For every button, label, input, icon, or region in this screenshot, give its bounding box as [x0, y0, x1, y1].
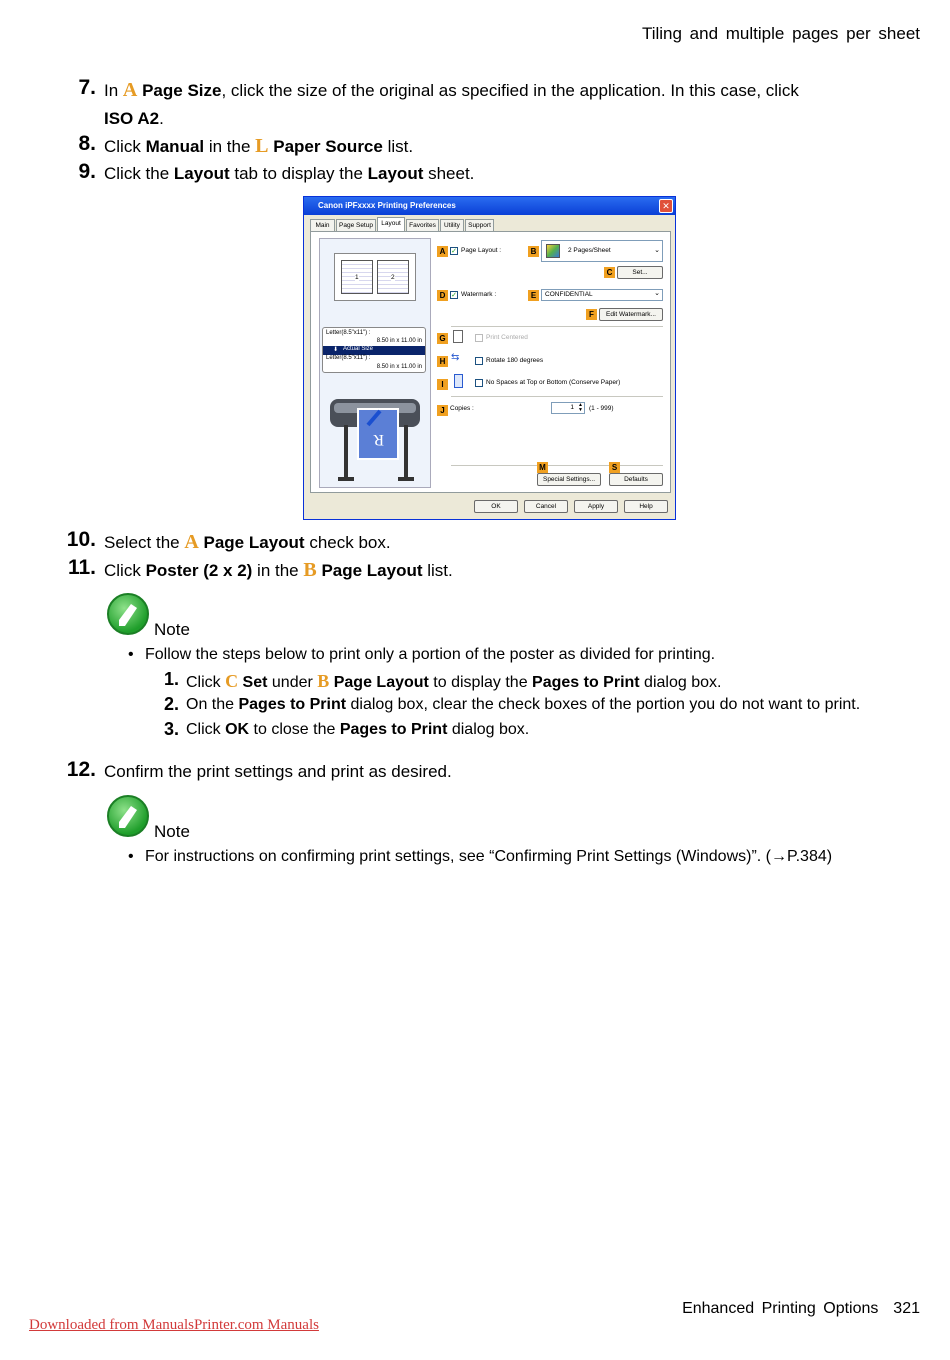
spinner-icon[interactable]: ▲ ▼: [578, 402, 583, 413]
step-number: 11.: [67, 556, 96, 579]
callout-label-d: D: [437, 290, 448, 301]
ok-button[interactable]: OK: [474, 500, 518, 513]
running-header: Tiling and multiple pages per sheet: [641, 24, 920, 43]
page-layout-value: 2 Pages/Sheet: [568, 247, 611, 254]
no-spaces-checkbox[interactable]: [475, 379, 483, 387]
preview-page-number: 2: [391, 274, 395, 281]
download-watermark-link[interactable]: Downloaded from ManualsPrinter.com Manuals: [29, 1317, 319, 1333]
callout-letter: L: [255, 135, 269, 157]
chevron-down-icon: ⌄: [654, 290, 660, 297]
rotate-label: Rotate 180 degrees: [486, 357, 544, 364]
page-layout-label: Page Layout :: [461, 247, 502, 254]
help-button[interactable]: Help: [624, 500, 668, 513]
step-text: Select the A Page Layout check box.: [104, 531, 391, 553]
callout-label-i: I: [437, 379, 448, 390]
step-text: Click Poster (2 x 2) in the B Page Layout list.: [104, 559, 453, 581]
watermark-dropdown[interactable]: [541, 289, 663, 301]
special-settings-button[interactable]: Special Settings...: [537, 473, 601, 486]
callout-label-g: G: [437, 333, 448, 344]
callout-label-b: B: [528, 246, 539, 257]
close-icon[interactable]: ✕: [659, 199, 673, 213]
paper-size-value: 8.50 in x 11.00 in: [376, 364, 422, 370]
svg-text:R: R: [373, 431, 384, 448]
copies-range: (1 - 999): [589, 405, 614, 412]
step-text: Confirm the print settings and print as desired.: [104, 762, 452, 781]
watermark-value: CONFIDENTIAL: [545, 291, 593, 298]
layout-panel: [310, 231, 671, 493]
step-number: 10.: [66, 528, 96, 551]
step-text: In A Page Size, click the size of the original as specified in the application. In this case, click ISO A2.: [104, 79, 799, 128]
callout-label-m: M: [537, 462, 548, 473]
chevron-down-icon: ⌄: [654, 247, 660, 254]
footer-section: Enhanced Printing Options: [682, 1300, 879, 1317]
note-label: Note: [154, 620, 190, 639]
watermark-label: Watermark :: [461, 291, 497, 298]
copies-value: 1: [570, 404, 574, 411]
preview-page-number: 1: [355, 274, 359, 281]
callout-label-c: C: [604, 267, 615, 278]
dialog-title-bar: [304, 197, 675, 215]
callout-letter: B: [303, 559, 317, 581]
step-text: Click the Layout tab to display the Layout sheet.: [104, 164, 475, 183]
callout-letter: B: [317, 671, 330, 691]
conserve-paper-icon: [454, 374, 463, 388]
page-layout-dropdown[interactable]: [541, 240, 663, 262]
actual-size-label: Actual Size: [343, 346, 374, 352]
no-spaces-label: No Spaces at Top or Bottom (Conserve Paper): [486, 379, 621, 386]
step-number: 8.: [78, 132, 96, 155]
page-number: 321: [893, 1300, 920, 1317]
note-label: Note: [154, 822, 190, 841]
printing-preferences-dialog: [303, 196, 676, 520]
callout-label-j: J: [437, 405, 448, 416]
tab-page-setup[interactable]: Page Setup: [336, 219, 376, 231]
print-centered-checkbox[interactable]: [475, 334, 483, 342]
page-footer: [682, 1300, 920, 1318]
divider: [451, 465, 663, 466]
defaults-button[interactable]: Defaults: [609, 473, 663, 486]
preview-area: [319, 238, 431, 488]
divider: [451, 326, 663, 327]
callout-label-s: S: [609, 462, 620, 473]
step-number: 7.: [78, 76, 96, 99]
cross-reference-link[interactable]: For instructions on confirming print settings, see “Confirming Print Settings (Windows)”. (→P.384): [145, 848, 833, 865]
tab-main[interactable]: Main: [310, 219, 335, 231]
paper-info-box: [322, 327, 426, 373]
callout-label-f: F: [586, 309, 597, 320]
print-centered-label: Print Centered: [486, 334, 528, 341]
watermark-checkbox[interactable]: ✓: [451, 292, 457, 299]
dialog-title: Canon iPFxxxx Printing Preferences: [318, 201, 456, 210]
arrow-down-icon: ⬇: [333, 347, 339, 353]
paper-size-label: Letter(8.5"x11") :: [326, 330, 371, 336]
tab-layout[interactable]: Layout: [377, 217, 405, 232]
paper-size-value: 8.50 in x 11.00 in: [376, 338, 422, 344]
step-number: 12.: [66, 758, 96, 781]
rotate-icon: ⇆: [451, 352, 460, 363]
step-text: Click Manual in the L Paper Source list.: [104, 135, 414, 157]
page-preview: [334, 253, 416, 301]
callout-label-a: A: [437, 246, 448, 257]
edit-watermark-button[interactable]: Edit Watermark...: [599, 308, 663, 321]
printer-illustration-icon: [328, 389, 426, 485]
copies-input[interactable]: [551, 402, 585, 414]
note-pencil-icon: [107, 593, 149, 635]
print-centered-icon: [453, 330, 463, 343]
cancel-button[interactable]: Cancel: [524, 500, 568, 513]
note-pencil-icon: [107, 795, 149, 837]
callout-label-h: H: [437, 356, 448, 367]
tab-support[interactable]: Support: [465, 219, 494, 231]
paper-size-label: Letter(8.5"x11") :: [326, 355, 371, 361]
callout-letter: C: [225, 671, 239, 691]
callout-letter: A: [122, 79, 138, 101]
callout-label-e: E: [528, 290, 539, 301]
tab-utility[interactable]: Utility: [440, 219, 464, 231]
layout-thumbnail-icon: [546, 244, 560, 258]
page-layout-checkbox[interactable]: ✓: [451, 248, 457, 255]
callout-letter: A: [184, 531, 199, 553]
copies-label: Copies :: [450, 405, 474, 412]
step-number: 9.: [78, 160, 96, 183]
apply-button[interactable]: Apply: [574, 500, 618, 513]
set-button[interactable]: Set...: [617, 266, 663, 279]
rotate-checkbox[interactable]: [475, 357, 483, 365]
tab-favorites[interactable]: Favorites: [406, 219, 439, 231]
divider: [451, 396, 663, 397]
